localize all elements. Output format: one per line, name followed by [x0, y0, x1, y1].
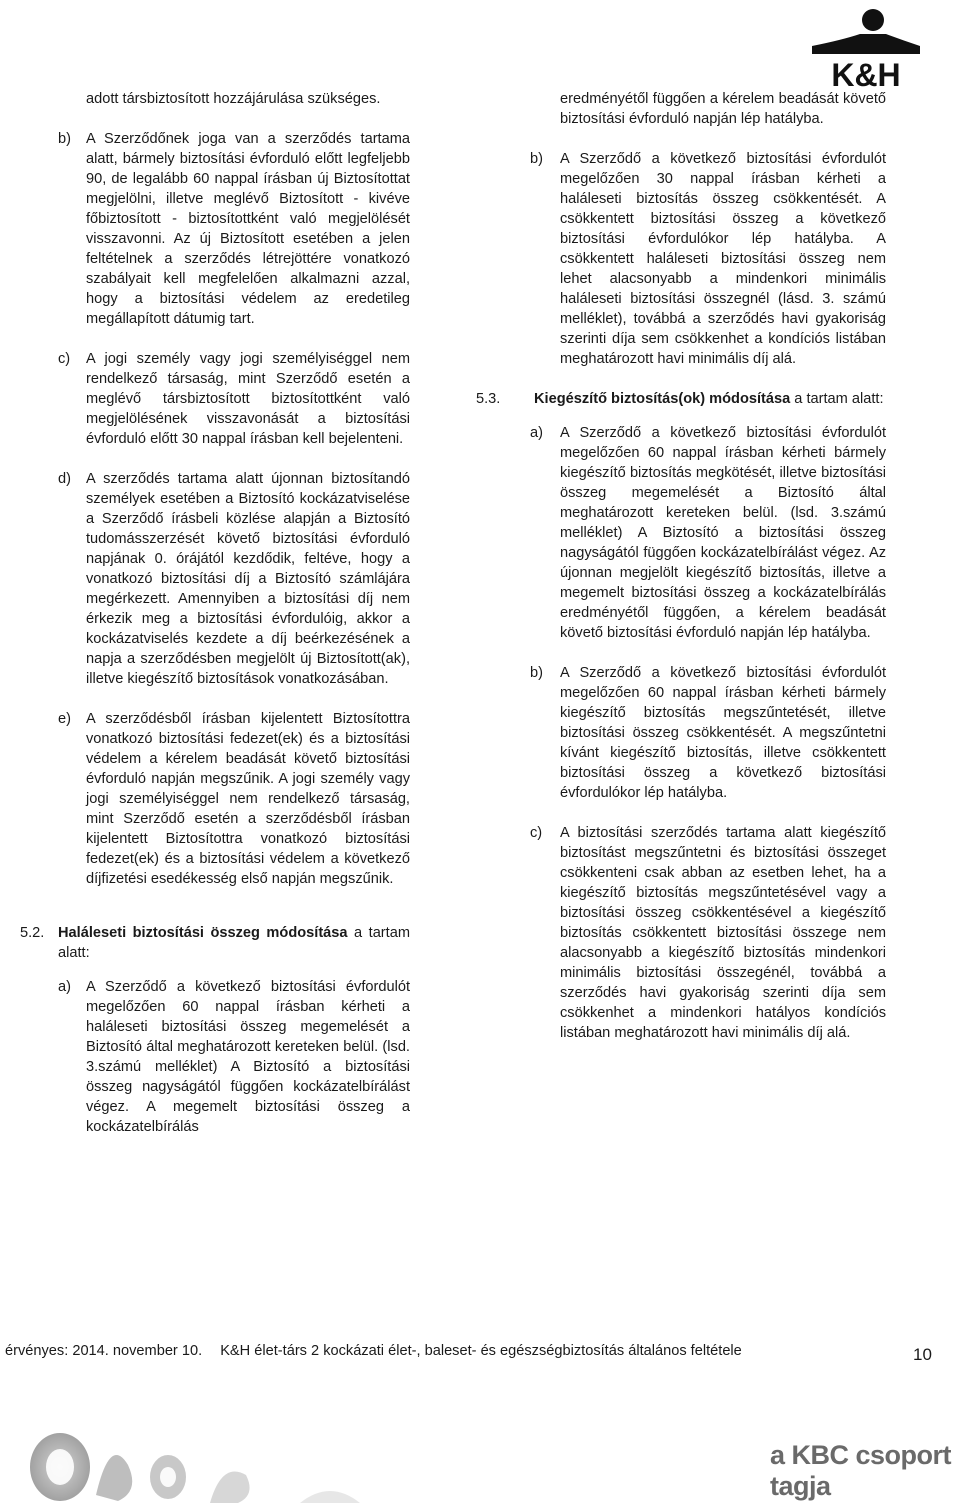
left-item-e	[20, 709, 410, 889]
page-number: 10	[913, 1345, 932, 1364]
section-number: 5.2.	[20, 925, 45, 941]
item-text: A Szerződő a következő biztosítási évfordulót megelőzően 60 nappal írásban kérheti bármely kiegészítő biztosítás megszűntetését, illetve biztosítási összeg csökkentését. A megszűntetni kívánt kiegészítő biztosítás, illetve csökkentett biztosítási összeg a következő biztosítási évfordulókor lép hatályba.	[560, 665, 886, 801]
left-item-c	[20, 349, 410, 449]
item-label: a)	[58, 979, 71, 995]
left-item-d	[20, 469, 410, 689]
item-label: c)	[530, 825, 543, 841]
section-title: Haláleseti biztosítási összeg módosítása	[58, 925, 348, 941]
section-title-rest: a tartam alatt:	[58, 925, 410, 961]
item-label: a)	[530, 425, 543, 441]
item-text: A jogi személy vagy jogi személyiséggel nem rendelkező társaság, mint Szerződő esetén a meglévő társbiztosított biztosítottként való megjelölésének visszavonását a biztosítási évforduló előtt 30 nappal írásban kell bejelenteni.	[86, 351, 410, 447]
item-text: A Szerződő a következő biztosítási évfordulót megelőzően 30 nappal írásban kérheti a haláleseti biztosítás összeg csökkentését. A csökkentett biztosítási összeg a következő biztosítási évfordulókor lép hatályba. A csökkentett haláleseti biztosítási összeg nem lehet alacsonyabb a mindenkori minimális haláleseti biztosítási összegnél (lásd. 3. számú melléklet), továbbá a szerződés havi gyakoriság szerinti díja sem csökkenhet a kondíciós listában meghatározott havi minimális díj alá.	[560, 151, 886, 367]
right-item-b	[476, 149, 886, 369]
item-text: A szerződés tartama alatt újonnan biztosítandó személyek esetében a Biztosító kockázatviselése a Szerződő írásbeli közlése alapján a Biztosító tudomásszerzését követő biztosítási évforduló napjának 0. órájától kezdődik, feltéve, hogy a vonatkozó biztosítási díj a Biztosító számlájára megérkezett. Amennyiben a biztosítási díj nem érkezik meg a biztosítási évfordulóig, akkor a kockázatviselés kezdete a díj beérkezésének a napja a szerződésben megjelölt új Biztosított(ak), illetve kiegészítő biztosítások vonatkozásában.	[86, 471, 410, 687]
section-5-3-heading	[476, 389, 886, 409]
kh-logo	[812, 6, 920, 88]
logo-text: K&H	[831, 57, 901, 88]
section-5-2-heading	[20, 923, 410, 963]
item-text: A Szerződőnek joga van a szerződés tartama alatt, bármely biztosítási évforduló előtt legfeljebb 90, de legalább 60 nappal írásban új Biztosítottat megjelölni, illetve meglévő Biztosított - kivéve főbiztosított - biztosítottként való megjelölését visszavonni. Az új Biztosított esetében a jelen feltételnek a szerződés létrejöttére vonatkozó szabályait kell megfelelően alkalmazni azzal, hogy a biztosítási védelem az eredetileg megállapított dátumig tart.	[86, 131, 410, 327]
footer-validity: érvényes: 2014. november 10.	[5, 1343, 203, 1359]
right-item-c	[476, 823, 886, 1043]
item-text: A szerződésből írásban kijelentett Biztosítottra vonatkozó biztosítási fedezet(ek) és a biztosítási védelem a kérelem beadását követő biztosítási évforduló napján megszűnik. A jogi személy vagy jogi személyiséggel nem rendelkező társaság, mint Szerződő esetén a szerződésből írásban kijelentett Biztosítottra vonatkozó biztosítási fedezet(ek) és a biztosítási védelem a következő díjfizetési esedékesség első napján megszűnik.	[86, 711, 410, 887]
item-label: e)	[58, 711, 71, 727]
section-title-rest: a tartam alatt:	[790, 391, 884, 407]
item-label: b)	[530, 665, 543, 681]
item-label: d)	[58, 471, 71, 487]
left-continuation-text: adott társbiztosított hozzájárulása szükséges.	[86, 91, 381, 107]
kbc-group-tagline: a KBC csoport tagja	[770, 1440, 952, 1501]
right-item-a	[476, 423, 886, 643]
item-label: b)	[58, 131, 71, 147]
item-text: A biztosítási szerződés tartama alatt kiegészítő biztosítást megszűntetni és biztosítási összeget csökkenteni csak abban az esetben lehet, ha a kiegészítő biztosítás megszűntetésével vagy a biztosítási összeg csökkentésével a kiegészítő biztosítás csökkentett biztosítási összege nem alacsonyabb a kiegészítő biztosítás mindenkori minimális biztosítási összegénél, továbbá a szerződés havi gyakoriság szerinti díja sem csökkenhet a mindenkori hatályos kondíciós listában meghatározott havi minimális díj alá.	[560, 825, 886, 1041]
right-continuation-text: eredményétől függően a kérelem beadását követő biztosítási évforduló napján lép hatályba.	[560, 91, 886, 127]
item-label: c)	[58, 351, 71, 367]
footer-doc-title: K&H élet-társ 2 kockázati élet-, baleset- és egészségbiztosítás általános feltétele	[220, 1343, 742, 1359]
section-number: 5.3.	[476, 391, 501, 407]
page-footer	[5, 1341, 935, 1364]
right-column	[476, 89, 886, 1063]
section-5-2-item-a	[20, 977, 410, 1137]
item-text: A Szerződő a következő biztosítási évfordulót megelőzően 60 nappal írásban kérheti a haláleseti biztosítási összeg megemelését a Biztosító által meghatározott kereteken belül. (lsd. 3.számú melléklet) A Biztosító a biztosítási összeg nagyságától függően kockázatelbírálást végez. A megemelt biztosítási összeg a kockázatelbírálás	[86, 979, 410, 1135]
left-column	[20, 89, 410, 1157]
section-title: Kiegészítő biztosítás(ok) módosítása	[534, 391, 791, 407]
item-label: b)	[530, 151, 543, 167]
right-item-b2	[476, 663, 886, 803]
item-text: A Szerződő a következő biztosítási évfordulót megelőzően 60 nappal írásban kérheti bármely kiegészítő biztosítás megkötését, illetve biztosítási összeg megemelését a Biztosító által meghatározott kereteken belül. (lsd. 3.számú melléklet) A Biztosító a biztosítási összeg nagyságától függően kockázatelbírálást végez. Az újonnan megjelölt kiegészítő biztosítás, illetve a megemelt biztosítási összeg a kockázatelbírálás eredményétől függően, a kérelem beadását követő biztosítási évforduló napján lép hatályba.	[560, 425, 886, 641]
left-item-b	[20, 129, 410, 329]
